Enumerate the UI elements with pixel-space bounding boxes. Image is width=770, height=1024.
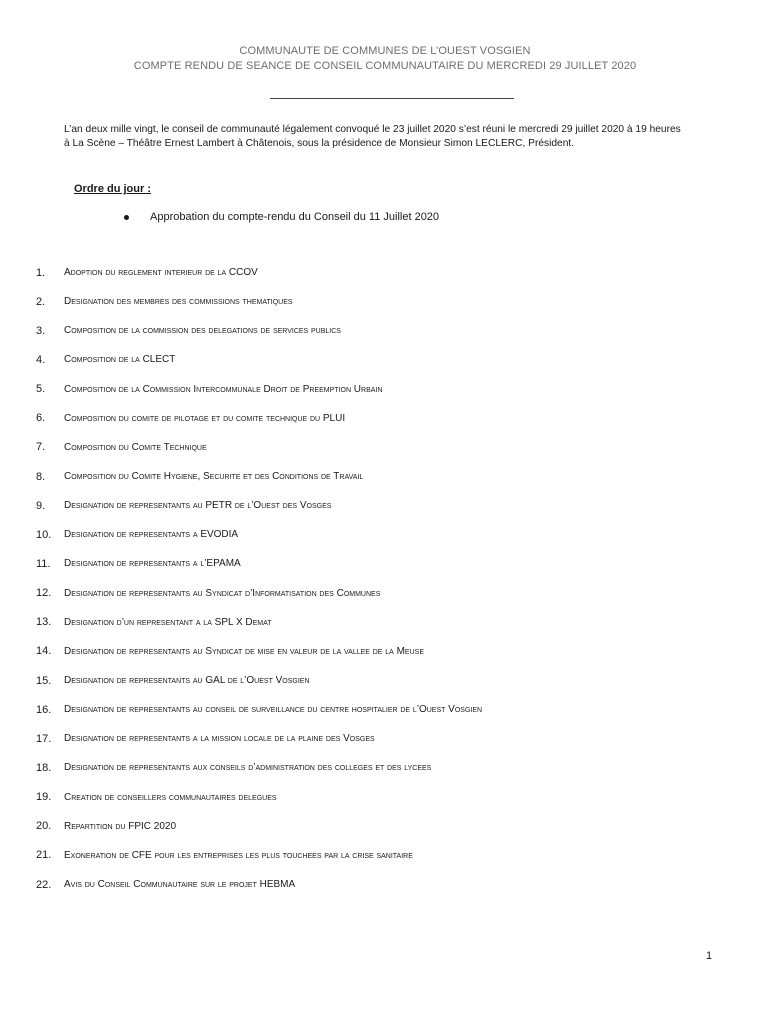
agenda-item-number: 18.: [36, 761, 52, 774]
agenda-item: [36, 520, 482, 549]
agenda-bullet-item: [120, 211, 439, 223]
agenda-item: [36, 404, 482, 433]
agenda-item: [36, 316, 482, 345]
agenda-item: [36, 462, 482, 491]
agenda-item-label: Designation de representants au PETR de l’Ouest des Vosges: [64, 500, 332, 512]
agenda-item: [36, 783, 482, 812]
bullet-icon: [124, 215, 129, 220]
agenda-list: [36, 258, 482, 899]
agenda-item-number: 10.: [36, 528, 52, 541]
agenda-item: [36, 637, 482, 666]
agenda-item-label: Composition de la Commission Intercommunale Droit de Preemption Urbain: [64, 383, 383, 395]
agenda-item-number: 12.: [36, 587, 52, 600]
agenda-item-number: 19.: [36, 791, 52, 804]
agenda-item-number: 8.: [36, 470, 46, 483]
agenda-item-number: 5.: [36, 383, 46, 396]
agenda-item-label: Designation de representants a EVODIA: [64, 529, 239, 541]
organization-name: COMMUNAUTE DE COMMUNES DE L’OUEST VOSGIEN: [239, 45, 531, 57]
agenda-item-number: 11.: [36, 557, 51, 570]
agenda-item: [36, 812, 482, 841]
separator-line: [270, 98, 514, 99]
agenda-item: [36, 579, 482, 608]
agenda-item-label: Designation des membres des commissions thematiques: [64, 296, 293, 308]
agenda-item-label: Creation de conseillers communautaires delegues: [64, 791, 277, 803]
agenda-item-label: Avis du Conseil Communautaire sur le projet HEBMA: [64, 879, 296, 891]
document-header: [0, 44, 770, 74]
agenda-item-number: 16.: [36, 703, 52, 716]
agenda-item: [36, 841, 482, 870]
agenda-item-number: 6.: [36, 412, 46, 425]
page-number: 1: [706, 950, 713, 962]
agenda-item-number: 21.: [36, 849, 52, 862]
agenda-item: [36, 433, 482, 462]
agenda-item-number: 13.: [36, 616, 52, 629]
agenda-item-label: Adoption du reglement interieur de la CCOV: [64, 267, 258, 279]
intro-line-2: à La Scène – Théâtre Ernest Lambert à Châtenois, sous la présidence de Monsieur Simon LECLERC, Président.: [64, 138, 575, 149]
agenda-bullet-text: Approbation du compte-rendu du Conseil du 11 Juillet 2020: [150, 211, 440, 223]
agenda-item-label: Designation de representants aux conseils d’administration des colleges et des lycees: [64, 762, 432, 774]
agenda-item-number: 20.: [36, 820, 52, 833]
agenda-item: [36, 287, 482, 316]
agenda-item-number: 17.: [36, 732, 52, 745]
agenda-item-label: Exoneration de CFE pour les entreprises les plus touchees par la crise sanitaire: [64, 849, 413, 861]
agenda-item-label: Designation de representants au conseil de surveillance du centre hospitalier de l’Ouest Vosgien: [64, 704, 483, 716]
agenda-item: [36, 258, 482, 287]
agenda-item: [36, 695, 482, 724]
agenda-item-label: Designation de representants a l’EPAMA: [64, 558, 241, 570]
agenda-item-label: Composition du Comite Technique: [64, 441, 207, 453]
agenda-item-number: 2.: [36, 295, 46, 308]
report-title: COMPTE RENDU DE SEANCE DE CONSEIL COMMUNAUTAIRE DU MERCREDI 29 JUILLET 2020: [133, 60, 637, 72]
agenda-item: [36, 549, 482, 578]
agenda-item-label: Designation de representants au Syndicat d’Informatisation des Communes: [64, 587, 381, 599]
agenda-item-label: Designation de representants au Syndicat de mise en valeur de la vallee de la Meuse: [64, 645, 424, 657]
agenda-item-number: 9.: [36, 499, 46, 512]
agenda-item-number: 3.: [36, 324, 46, 337]
agenda-item-label: Composition de la commission des delegations de services publics: [64, 325, 341, 337]
agenda-item-label: Designation de representants au GAL de l’Ouest Vosgien: [64, 675, 310, 687]
agenda-item-label: Designation d’un representant a la SPL X Demat: [64, 616, 272, 628]
agenda-item: [36, 608, 482, 637]
agenda-item-number: 14.: [36, 645, 52, 658]
agenda-item: [36, 666, 482, 695]
agenda-item-label: Composition du comite de pilotage et du comite technique du PLUI: [64, 412, 346, 424]
agenda-item-number: 7.: [36, 441, 46, 454]
agenda-item-label: Composition du Comite Hygiene, Securite et des Conditions de Travail: [64, 471, 364, 483]
agenda-item: [36, 724, 482, 753]
agenda-item-number: 22.: [36, 878, 52, 891]
agenda-item: [36, 870, 482, 899]
agenda-item-number: 15.: [36, 674, 52, 687]
agenda-item-label: Repartition du FPIC 2020: [64, 820, 177, 832]
agenda-item: [36, 753, 482, 782]
agenda-item: [36, 375, 482, 404]
agenda-title: Ordre du jour :: [74, 183, 151, 195]
intro-paragraph: [64, 123, 724, 151]
agenda-item-label: Composition de la CLECT: [64, 354, 176, 366]
agenda-item-number: 4.: [36, 353, 46, 366]
agenda-item: [36, 345, 482, 374]
agenda-item-label: Designation de representants a la mission locale de la plaine des Vosges: [64, 733, 375, 745]
agenda-item: [36, 491, 482, 520]
agenda-item-number: 1.: [36, 266, 46, 279]
intro-line-1: L’an deux mille vingt, le conseil de communauté légalement convoqué le 23 juillet 2020 s’est réuni le mercredi 29 juillet 2020 à 19 heures: [64, 124, 681, 135]
